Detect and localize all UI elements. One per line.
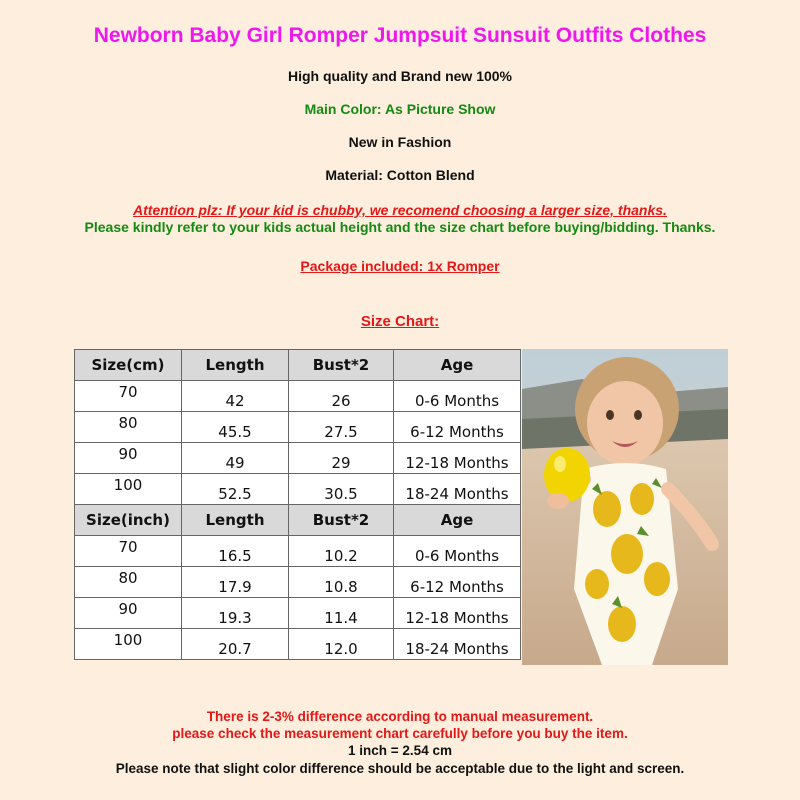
table-header-cell: Bust*2: [289, 350, 394, 381]
table-cell: 100: [75, 474, 182, 505]
table-cell: 90: [75, 443, 182, 474]
table-cell: 90: [75, 598, 182, 629]
table-header-cell: Length: [182, 505, 289, 536]
table-cell: 70: [75, 381, 182, 412]
refer-note: Please kindly refer to your kids actual height and the size chart before buying/bidding. Thanks.: [84, 219, 716, 235]
table-cell: 27.5: [289, 412, 394, 443]
table-row: [75, 598, 521, 629]
product-photo: [522, 349, 728, 665]
table-cell: 45.5: [182, 412, 289, 443]
table-cell: 80: [75, 567, 182, 598]
table-header-cell: Size(inch): [75, 505, 182, 536]
attention-note: Attention plz: If your kid is chubby, we recomend choosing a larger size, thanks.: [133, 202, 667, 218]
table-cell: 42: [182, 381, 289, 412]
material-line: Material: Cotton Blend: [325, 167, 475, 183]
table-cell: 29: [289, 443, 394, 474]
table-cell: 6-12 Months: [394, 567, 521, 598]
fashion-line: New in Fashion: [348, 134, 452, 150]
quality-line: High quality and Brand new 100%: [287, 68, 513, 84]
table-cell: 12.0: [289, 629, 394, 660]
table-cell: 11.4: [289, 598, 394, 629]
table-header-row: [75, 505, 521, 536]
table-cell: 12-18 Months: [394, 598, 521, 629]
table-cell: 100: [75, 629, 182, 660]
table-header-cell: Size(cm): [75, 350, 182, 381]
table-row: [75, 536, 521, 567]
table-cell: 10.8: [289, 567, 394, 598]
table-cell: 0-6 Months: [394, 381, 521, 412]
size-chart-table: [74, 349, 521, 660]
inch-conversion-note: 1 inch = 2.54 cm: [348, 743, 452, 758]
measurement-diff-note: There is 2-3% difference according to manual measurement.: [206, 709, 594, 724]
table-cell: 12-18 Months: [394, 443, 521, 474]
measurement-check-note: please check the measurement chart carefully before you buy the item.: [172, 726, 628, 741]
size-chart-heading: Size Chart:: [360, 313, 440, 330]
table-cell: 18-24 Months: [394, 629, 521, 660]
product-title: Newborn Baby Girl Romper Jumpsuit Sunsuit Outfits Clothes: [93, 24, 707, 47]
table-header-row: [75, 350, 521, 381]
table-cell: 30.5: [289, 474, 394, 505]
table-cell: 52.5: [182, 474, 289, 505]
table-row: [75, 381, 521, 412]
table-header-cell: Age: [394, 505, 521, 536]
table-header-cell: Length: [182, 350, 289, 381]
table-cell: 17.9: [182, 567, 289, 598]
table-cell: 19.3: [182, 598, 289, 629]
table-row: [75, 474, 521, 505]
package-line: Package included: 1x Romper: [300, 258, 500, 274]
table-cell: 49: [182, 443, 289, 474]
table-cell: 26: [289, 381, 394, 412]
table-cell: 16.5: [182, 536, 289, 567]
table-row: [75, 629, 521, 660]
table-cell: 70: [75, 536, 182, 567]
table-cell: 80: [75, 412, 182, 443]
table-row: [75, 412, 521, 443]
table-header-cell: Age: [394, 350, 521, 381]
color-difference-note: Please note that slight color difference should be acceptable due to the light and screen.: [115, 761, 685, 776]
table-cell: 20.7: [182, 629, 289, 660]
table-cell: 6-12 Months: [394, 412, 521, 443]
table-row: [75, 443, 521, 474]
table-cell: 10.2: [289, 536, 394, 567]
table-header-cell: Bust*2: [289, 505, 394, 536]
table-row: [75, 567, 521, 598]
table-cell: 18-24 Months: [394, 474, 521, 505]
color-line: Main Color: As Picture Show: [304, 101, 496, 117]
table-cell: 0-6 Months: [394, 536, 521, 567]
